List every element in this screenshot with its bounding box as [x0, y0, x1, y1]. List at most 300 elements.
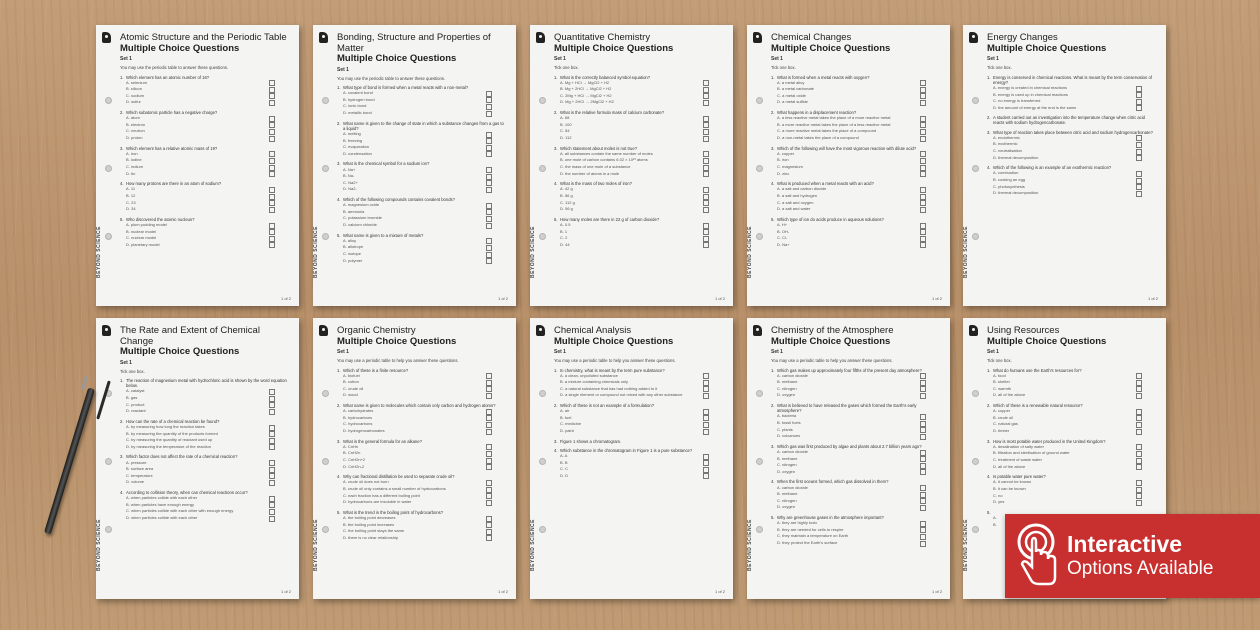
answer-text: B. iodine	[126, 157, 142, 163]
tick-box[interactable]	[703, 380, 709, 386]
tick-box[interactable]	[920, 498, 926, 504]
tick-box[interactable]	[486, 245, 492, 251]
tick-box[interactable]	[703, 393, 709, 399]
answer-text: B. methane	[777, 491, 798, 497]
question-number: 1.	[554, 74, 558, 80]
tick-box[interactable]	[1136, 99, 1142, 105]
tick-box[interactable]	[486, 187, 492, 193]
tick-box[interactable]	[486, 393, 492, 399]
tick-box[interactable]	[486, 529, 492, 535]
tick-box[interactable]	[1136, 415, 1142, 421]
tick-box[interactable]	[703, 409, 709, 415]
tick-box[interactable]	[920, 187, 926, 193]
instructions: You may use the periodic table to answer these questions.	[337, 75, 446, 81]
tick-box[interactable]	[920, 373, 926, 379]
tick-box[interactable]	[1136, 135, 1142, 141]
beyond-logo-icon	[969, 32, 978, 43]
answer-option	[120, 431, 289, 438]
tick-box[interactable]	[486, 409, 492, 415]
tick-box[interactable]	[1136, 444, 1142, 450]
answer-text: A. carbon dioxide	[777, 484, 808, 490]
tick-box[interactable]	[1136, 386, 1142, 392]
tick-box[interactable]	[269, 158, 275, 164]
question-number: 2.	[120, 418, 124, 424]
answer-text: D. 44	[560, 241, 570, 247]
tick-box[interactable]	[486, 203, 492, 209]
tick-box[interactable]	[269, 402, 275, 408]
answer-text: C. nuclear model	[126, 235, 157, 241]
answer-text: A. A	[560, 453, 568, 459]
answer-option	[337, 110, 506, 117]
tick-box[interactable]	[269, 425, 275, 431]
tick-box[interactable]	[703, 187, 709, 193]
answer-text: A. air	[560, 408, 570, 414]
worksheet-card[interactable]	[313, 318, 516, 599]
tick-box[interactable]	[269, 229, 275, 235]
tick-box[interactable]	[703, 165, 709, 171]
interactive-options-banner[interactable]	[1005, 514, 1260, 598]
question-text: When the first oceans formed, which gas dissolved in them?	[777, 479, 889, 485]
tick-box[interactable]	[269, 194, 275, 200]
answer-option	[771, 456, 940, 463]
worksheet-topic: Bonding, Structure and Properties of Matter	[337, 32, 491, 54]
tick-box[interactable]	[920, 87, 926, 93]
tick-box[interactable]	[1136, 184, 1142, 190]
tick-box[interactable]	[269, 87, 275, 93]
answer-option	[120, 388, 289, 395]
question-text: What do humans use the Earth's resources for?	[993, 367, 1082, 373]
tick-box[interactable]	[486, 373, 492, 379]
answer-text: B. 100	[560, 121, 572, 127]
answer-option	[771, 99, 940, 106]
answer-text: A. CnHn	[343, 443, 359, 449]
tick-box[interactable]	[1136, 373, 1142, 379]
tick-box[interactable]	[269, 171, 275, 177]
tick-box[interactable]	[920, 158, 926, 164]
answer-option	[120, 424, 289, 431]
answer-option	[120, 508, 289, 515]
tick-box[interactable]	[920, 242, 926, 248]
tick-box[interactable]	[269, 129, 275, 135]
tick-box[interactable]	[269, 200, 275, 206]
answer-text: B. hydrocarbons	[343, 414, 373, 420]
tick-box[interactable]	[1136, 393, 1142, 399]
question-number: 2.	[987, 403, 991, 409]
tick-box[interactable]	[703, 136, 709, 142]
tick-box[interactable]	[269, 136, 275, 142]
tick-box[interactable]	[703, 207, 709, 213]
tick-box[interactable]	[920, 116, 926, 122]
tick-box[interactable]	[1136, 451, 1142, 457]
question-number: 3.	[771, 443, 775, 449]
tick-box[interactable]	[486, 216, 492, 222]
tick-box[interactable]	[269, 151, 275, 157]
tick-box[interactable]	[486, 380, 492, 386]
tick-box[interactable]	[486, 223, 492, 229]
tick-box[interactable]	[486, 487, 492, 493]
tick-box[interactable]	[486, 415, 492, 421]
tick-box[interactable]	[486, 111, 492, 117]
tick-box[interactable]	[1136, 191, 1142, 197]
tick-box[interactable]	[920, 541, 926, 547]
tick-box[interactable]	[486, 91, 492, 97]
tick-box[interactable]	[486, 138, 492, 144]
answer-option	[987, 98, 1156, 105]
punch-hole	[322, 97, 329, 104]
tick-box[interactable]	[486, 145, 492, 151]
tick-box[interactable]	[920, 171, 926, 177]
answer-option	[987, 493, 1156, 500]
tick-box[interactable]	[486, 535, 492, 541]
tick-box[interactable]	[269, 496, 275, 502]
answer-text: A. melting	[343, 130, 361, 136]
tick-box[interactable]	[486, 444, 492, 450]
tick-box[interactable]	[1136, 493, 1142, 499]
tick-box[interactable]	[1136, 464, 1142, 470]
tick-box[interactable]	[269, 236, 275, 242]
tick-box[interactable]	[269, 444, 275, 450]
answer-option	[120, 93, 289, 100]
question-text: Which gas was first produced by algae and plants about 2.7 billion years ago?	[777, 443, 922, 449]
tick-box[interactable]	[269, 223, 275, 229]
tick-box[interactable]	[920, 207, 926, 213]
tick-box[interactable]	[920, 393, 926, 399]
tick-box[interactable]	[920, 434, 926, 440]
tick-box[interactable]	[486, 132, 492, 138]
tick-box[interactable]	[1136, 178, 1142, 184]
answer-option	[120, 115, 289, 122]
worksheet-card[interactable]	[963, 25, 1166, 306]
tick-box[interactable]	[703, 87, 709, 93]
answer-option	[337, 450, 506, 457]
tick-box[interactable]	[920, 505, 926, 511]
answer-option	[120, 135, 289, 142]
tick-box[interactable]	[486, 151, 492, 157]
tick-box[interactable]	[269, 467, 275, 473]
tick-box[interactable]	[1136, 409, 1142, 415]
tick-box[interactable]	[920, 421, 926, 427]
answer-option	[337, 457, 506, 464]
tick-box[interactable]	[703, 415, 709, 421]
tick-box[interactable]	[486, 97, 492, 103]
tick-box[interactable]	[703, 223, 709, 229]
tick-box[interactable]	[269, 516, 275, 522]
tick-box[interactable]	[920, 427, 926, 433]
tick-box[interactable]	[1136, 86, 1142, 92]
tick-box[interactable]	[920, 122, 926, 128]
answer-text: A.	[993, 515, 997, 521]
tick-box[interactable]	[486, 386, 492, 392]
tick-box[interactable]	[269, 122, 275, 128]
answer-text: C. a more reactive metal takes the place of a compound	[777, 128, 877, 134]
tick-box[interactable]	[920, 151, 926, 157]
punch-hole	[972, 390, 979, 397]
answer-text: D. thermal decomposition	[993, 190, 1039, 196]
question-number: 5.	[120, 216, 124, 222]
tick-box[interactable]	[703, 116, 709, 122]
question-text: What is produced when a metal reacts with an acid?	[777, 181, 874, 187]
tick-box[interactable]	[703, 93, 709, 99]
answer-text: D. CnH2n-2	[343, 463, 365, 469]
tick-box[interactable]	[486, 429, 492, 435]
tick-box[interactable]	[703, 454, 709, 460]
question-text: Which substance in the chromatogram in Figure 1 is a pure substance?	[560, 447, 693, 453]
answer-text: D. 56 g	[560, 206, 573, 212]
answer-option	[771, 413, 940, 420]
answer-option	[554, 392, 723, 399]
answer-text: B. freezing	[343, 137, 363, 143]
tick-box[interactable]	[920, 469, 926, 475]
tick-box[interactable]	[703, 100, 709, 106]
answer-option	[771, 462, 940, 469]
tick-box[interactable]	[486, 174, 492, 180]
answer-text: C. 2Mg + HCl → MgCl2 + H2	[560, 92, 612, 98]
tick-box[interactable]	[269, 473, 275, 479]
answer-option	[337, 167, 506, 174]
question-number: 4.	[987, 474, 991, 480]
tick-box[interactable]	[1136, 171, 1142, 177]
worksheet-title	[554, 33, 723, 54]
answer-text: C. nitrogen	[777, 462, 797, 468]
question-text: What name is given to the change of state in which a substance changes from a gas to a liquid?	[343, 120, 504, 131]
tick-box[interactable]	[703, 80, 709, 86]
tick-box[interactable]	[269, 80, 275, 86]
tick-box[interactable]	[920, 229, 926, 235]
answer-option	[554, 415, 723, 422]
question-text: Which type of ion do acids produce in aqueous solutions?	[777, 216, 884, 222]
tick-box[interactable]	[703, 229, 709, 235]
tick-box[interactable]	[703, 122, 709, 128]
answer-text: D. there is no clear relationship	[343, 534, 399, 540]
answer-option	[771, 469, 940, 476]
tick-box[interactable]	[486, 252, 492, 258]
worksheet-card[interactable]	[530, 318, 733, 599]
answer-text: A. alloy	[343, 237, 357, 243]
banner-text	[1067, 531, 1213, 581]
tick-box[interactable]	[486, 480, 492, 486]
question-number: 4.	[987, 165, 991, 171]
worksheet-subtitle: Multiple Choice Questions	[554, 335, 674, 347]
tick-box[interactable]	[703, 236, 709, 242]
tick-box[interactable]	[269, 207, 275, 213]
tick-box[interactable]	[920, 534, 926, 540]
worksheet-subtitle: Multiple Choice Questions	[554, 42, 674, 54]
tick-box[interactable]	[920, 521, 926, 527]
tick-box[interactable]	[1136, 105, 1142, 111]
answer-option	[771, 373, 940, 380]
question-list	[120, 75, 289, 249]
tick-box[interactable]	[703, 200, 709, 206]
tick-box[interactable]	[486, 464, 492, 470]
worksheet-card[interactable]	[96, 25, 299, 306]
tick-box[interactable]	[269, 431, 275, 437]
tick-box[interactable]	[920, 414, 926, 420]
tick-box[interactable]	[920, 165, 926, 171]
tick-box[interactable]	[703, 422, 709, 428]
worksheet-card[interactable]	[530, 25, 733, 306]
tick-box[interactable]	[486, 500, 492, 506]
tick-box[interactable]	[486, 104, 492, 110]
tick-box[interactable]	[486, 422, 492, 428]
answer-text: A. 68	[560, 115, 570, 121]
tick-box[interactable]	[486, 238, 492, 244]
question-text: What is formed when a metal reacts with oxygen?	[777, 74, 870, 80]
page-number: 1 of 2	[497, 296, 508, 301]
answer-text: C. natural gas	[993, 421, 1018, 427]
tick-box[interactable]	[1136, 500, 1142, 506]
tick-box[interactable]	[703, 429, 709, 435]
tick-box[interactable]	[920, 456, 926, 462]
tick-box[interactable]	[920, 485, 926, 491]
tick-box[interactable]	[486, 167, 492, 173]
answer-option	[554, 473, 723, 480]
tick-box[interactable]	[703, 460, 709, 466]
answer-option	[554, 386, 723, 393]
tick-box[interactable]	[269, 480, 275, 486]
tick-box[interactable]	[920, 386, 926, 392]
answer-option	[120, 193, 289, 200]
tick-box[interactable]	[920, 463, 926, 469]
tick-box[interactable]	[269, 509, 275, 515]
tick-box[interactable]	[1136, 155, 1142, 161]
tick-box[interactable]	[920, 80, 926, 86]
page-number: 1 of 2	[280, 296, 291, 301]
tick-box[interactable]	[1136, 429, 1142, 435]
tick-box[interactable]	[486, 516, 492, 522]
tick-box[interactable]	[703, 386, 709, 392]
tick-box[interactable]	[920, 100, 926, 106]
instructions: Tick one box.	[120, 368, 145, 374]
tick-box[interactable]	[920, 129, 926, 135]
tick-box[interactable]	[920, 93, 926, 99]
worksheet-card[interactable]	[313, 25, 516, 306]
tick-box[interactable]	[1136, 458, 1142, 464]
answer-option	[120, 86, 289, 93]
answer-option	[120, 222, 289, 229]
tick-box[interactable]	[269, 438, 275, 444]
tick-box[interactable]	[486, 180, 492, 186]
tick-box[interactable]	[486, 451, 492, 457]
answer-option	[987, 190, 1156, 197]
tick-box[interactable]	[703, 373, 709, 379]
tick-box[interactable]	[269, 409, 275, 415]
punch-hole	[972, 526, 979, 533]
punch-hole	[539, 233, 546, 240]
tick-box[interactable]	[486, 458, 492, 464]
answer-option	[987, 486, 1156, 493]
question-text: Which of these is a finite resource?	[343, 367, 409, 373]
tick-box[interactable]	[1136, 480, 1142, 486]
worksheet-card[interactable]	[96, 318, 299, 599]
tick-box[interactable]	[920, 492, 926, 498]
question-text: Is potable water pure water?	[993, 474, 1046, 480]
tick-box[interactable]	[920, 236, 926, 242]
tick-box[interactable]	[703, 242, 709, 248]
tick-box[interactable]	[269, 242, 275, 248]
tick-box[interactable]	[269, 93, 275, 99]
tick-box[interactable]	[703, 467, 709, 473]
tick-box[interactable]	[703, 194, 709, 200]
tick-box[interactable]	[703, 171, 709, 177]
answer-option	[337, 103, 506, 110]
punch-hole	[756, 165, 763, 172]
tick-box[interactable]	[920, 136, 926, 142]
tick-box[interactable]	[1136, 380, 1142, 386]
answer-option	[120, 229, 289, 236]
question-text: What type of reaction takes place between citric acid and sodium hydrogencarbonate?	[993, 129, 1153, 135]
answer-option	[337, 202, 506, 209]
tick-box[interactable]	[486, 493, 492, 499]
question-number: 4.	[120, 181, 124, 187]
tick-box[interactable]	[269, 187, 275, 193]
tick-box[interactable]	[269, 396, 275, 402]
tick-box[interactable]	[269, 165, 275, 171]
tick-box[interactable]	[1136, 487, 1142, 493]
tick-box[interactable]	[920, 200, 926, 206]
tick-box[interactable]	[486, 209, 492, 215]
tick-box[interactable]	[703, 473, 709, 479]
tick-box[interactable]	[1136, 92, 1142, 98]
tick-box[interactable]	[269, 460, 275, 466]
tick-box[interactable]	[920, 527, 926, 533]
worksheet-card[interactable]	[747, 25, 950, 306]
answer-text: D. a salt and water	[777, 206, 811, 212]
answer-text: B. methane	[777, 379, 798, 385]
tick-box[interactable]	[920, 194, 926, 200]
worksheet-card[interactable]	[747, 318, 950, 599]
tick-box[interactable]	[920, 223, 926, 229]
answer-option	[120, 515, 289, 522]
punch-hole	[105, 526, 112, 533]
tick-box[interactable]	[703, 158, 709, 164]
tick-box[interactable]	[920, 380, 926, 386]
beyond-logo-icon	[753, 325, 762, 336]
tick-box[interactable]	[1136, 149, 1142, 155]
tick-box[interactable]	[269, 502, 275, 508]
answer-option	[987, 105, 1156, 112]
answer-option	[337, 415, 506, 422]
tick-box[interactable]	[703, 129, 709, 135]
answer-option	[337, 222, 506, 229]
answer-option	[987, 392, 1156, 399]
tick-box[interactable]	[269, 100, 275, 106]
tick-box[interactable]	[920, 450, 926, 456]
answer-text: B. it can be known	[993, 486, 1026, 492]
answer-option	[554, 222, 723, 229]
worksheet-subtitle: Multiple Choice Questions	[337, 335, 457, 347]
tick-box[interactable]	[269, 116, 275, 122]
answer-text: B. a mixture containing chemicals only	[560, 379, 629, 385]
answer-text: A. the boiling point decreases	[343, 515, 396, 521]
beyond-logo-icon	[536, 325, 545, 336]
pen-image	[44, 387, 95, 534]
punch-hole	[322, 458, 329, 465]
question-text: What is the chemical symbol for a sodium ion?	[343, 161, 430, 167]
tick-box[interactable]	[269, 389, 275, 395]
answer-option	[554, 128, 723, 135]
answer-option	[771, 386, 940, 393]
tick-box[interactable]	[486, 522, 492, 528]
tick-box[interactable]	[703, 151, 709, 157]
tick-box[interactable]	[1136, 142, 1142, 148]
question-number: 4.	[771, 479, 775, 485]
question-number: 4.	[337, 474, 341, 480]
tick-box[interactable]	[1136, 422, 1142, 428]
question-text: What happens in a displacement reaction?	[777, 110, 857, 116]
answer-option	[987, 373, 1156, 380]
tick-box[interactable]	[486, 258, 492, 264]
question-number: 1.	[337, 85, 341, 90]
